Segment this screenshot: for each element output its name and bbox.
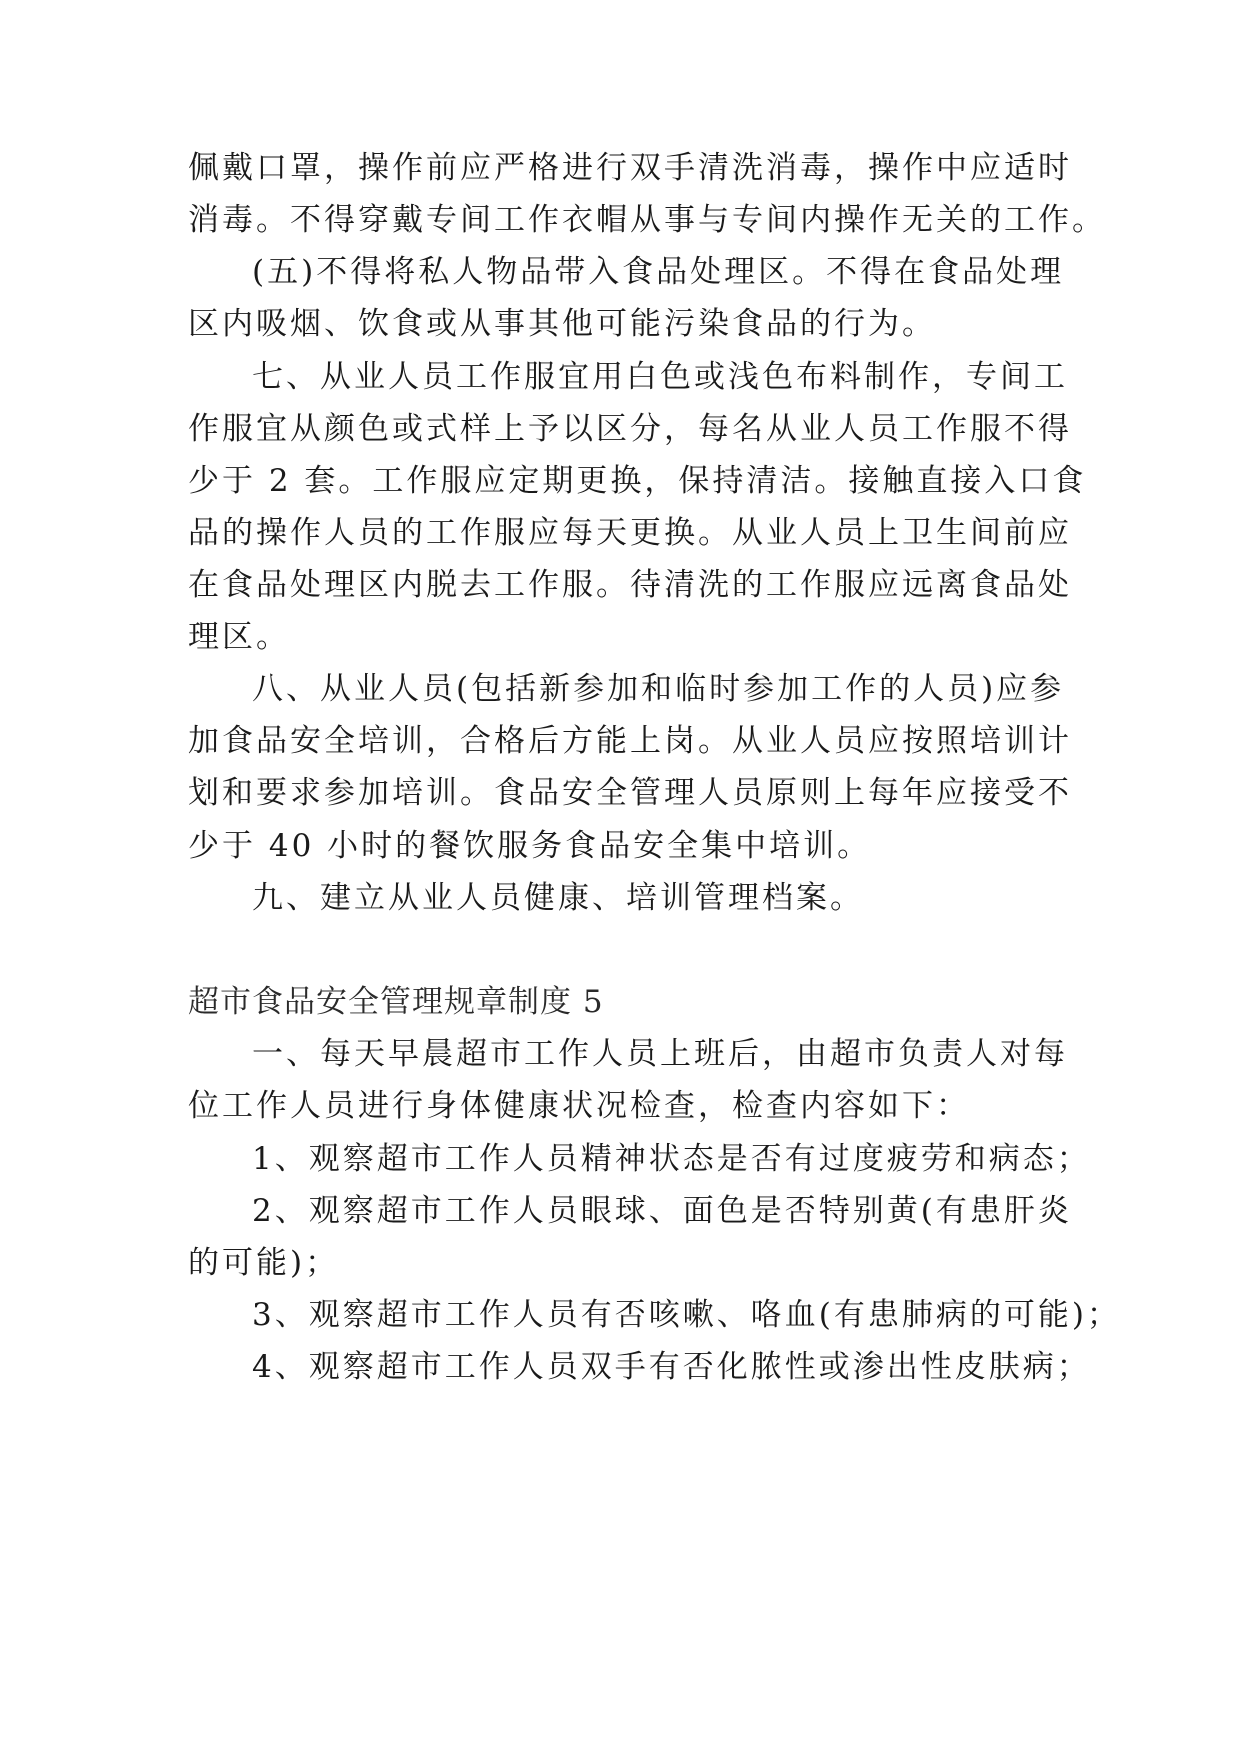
section-heading: 超市食品安全管理规章制度 5 — [188, 984, 604, 1020]
text-line: 佩戴口罩，操作前应严格进行双手清洗消毒，操作中应适时 — [188, 150, 1072, 186]
text-line: 划和要求参加培训。食品安全管理人员原则上每年应接受不 — [188, 775, 1072, 811]
text-line: (五)不得将私人物品带入食品处理区。不得在食品处理 — [252, 254, 1065, 290]
text-line: 区内吸烟、饮食或从事其他可能污染食品的行为。 — [188, 306, 936, 342]
text-line: 消毒。不得穿戴专间工作衣帽从事与专间内操作无关的工作。 — [188, 202, 1106, 238]
text-line: 九、建立从业人员健康、培训管理档案。 — [252, 880, 864, 916]
text-line: 八、从业人员(包括新参加和临时参加工作的人员)应参 — [252, 671, 1065, 707]
text-line: 加食品安全培训，合格后方能上岗。从业人员应按照培训计 — [188, 723, 1072, 759]
text-line: 位工作人员进行身体健康状况检查，检查内容如下： — [188, 1088, 970, 1124]
text-line: 作服宜从颜色或式样上予以区分，每名从业人员工作服不得 — [188, 411, 1072, 447]
text-line: 理区。 — [188, 619, 290, 655]
text-line: 的可能)； — [188, 1245, 340, 1281]
text-line: 少于 2 套。工作服应定期更换，保持清洁。接触直接入口食 — [188, 463, 1087, 499]
text-line: 品的操作人员的工作服应每天更换。从业人员上卫生间前应 — [188, 515, 1072, 551]
text-line: 一、每天早晨超市工作人员上班后，由超市负责人对每 — [252, 1036, 1068, 1072]
text-line: 4、观察超市工作人员双手有否化脓性或渗出性皮肤病； — [252, 1349, 1091, 1385]
text-line: 1、观察超市工作人员精神状态是否有过度疲劳和病态； — [252, 1141, 1091, 1177]
text-line: 七、从业人员工作服宜用白色或浅色布料制作，专间工 — [252, 359, 1068, 395]
text-line: 少于 40 小时的餐饮服务食品安全集中培训。 — [188, 828, 872, 864]
text-line: 3、观察超市工作人员有否咳嗽、咯血(有患肺病的可能)； — [252, 1297, 1121, 1333]
text-line: 2、观察超市工作人员眼球、面色是否特别黄(有患肝炎 — [252, 1193, 1072, 1229]
text-line: 在食品处理区内脱去工作服。待清洗的工作服应远离食品处 — [188, 567, 1072, 603]
